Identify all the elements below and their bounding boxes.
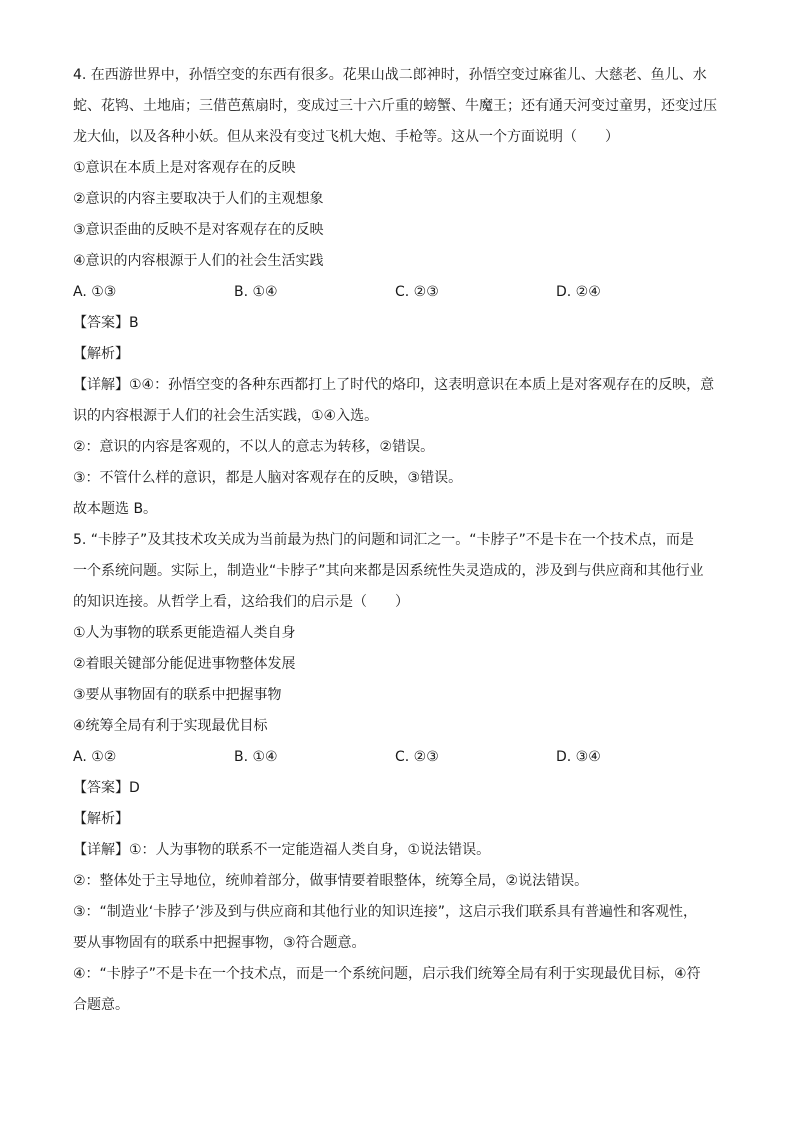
answer-line: 【答案】D xyxy=(73,780,140,796)
question-stem-line: 5. “卡脖子”及其技术攻关成为当前最为热门的问题和词汇之一。“卡脖子”不是卡在一个技术点，而是 xyxy=(73,532,694,548)
option-c: C. ②③ xyxy=(395,749,439,765)
statement-item: ③要从事物固有的联系中把握事物 xyxy=(73,687,282,703)
statement-item: ②着眼关键部分能促进事物整体发展 xyxy=(73,656,296,672)
answer-line: 【答案】B xyxy=(73,315,139,331)
analysis-heading: 【解析】 xyxy=(73,811,129,827)
question-stem-line: 4. 在西游世界中，孙悟空变的东西有很多。花果山战二郎神时，孙悟空变过麻雀儿、大慈老、鱼儿、水 xyxy=(73,67,707,83)
statement-item: ①意识在本质上是对客观存在的反映 xyxy=(73,160,296,176)
statement-item: ④意识的内容根源于人们的社会生活实践 xyxy=(73,253,324,269)
option-c: C. ②③ xyxy=(395,284,439,300)
question-4 xyxy=(73,60,733,525)
option-a: A. ①③ xyxy=(73,284,117,300)
detail-line: 要从事物固有的联系中把握事物，③符合题意。 xyxy=(73,935,366,951)
question-stem-line: 蛇、花鸨、土地庙；三借芭蕉扇时，变成过三十六斤重的螃蟹、牛魔王；还有通天河变过童男，还变过压 xyxy=(73,98,717,114)
detail-line: ④：“卡脖子”不是卡在一个技术点，而是一个系统问题，启示我们统筹全局有利于实现最优目标，④符 xyxy=(73,966,701,982)
option-d: D. ③④ xyxy=(556,749,601,765)
detail-line: 【详解】①：人为事物的联系不一定能造福人类自身，①说法错误。 xyxy=(73,842,491,858)
question-stem-line: 一个系统问题。实际上，制造业“卡脖子”其向来都是因系统性失灵造成的，涉及到与供应商和其他行业 xyxy=(73,563,704,579)
question-5 xyxy=(73,525,733,1021)
question-stem-line: 龙大仙，以及各种小妖。但从来没有变过飞机大炮、手枪等。这从一个方面说明（ ） xyxy=(73,129,619,145)
statement-item: ④统筹全局有利于实现最优目标 xyxy=(73,718,268,734)
option-d: D. ②④ xyxy=(556,284,601,300)
detail-line: ②：意识的内容是客观的，不以人的意志为转移，②错误。 xyxy=(73,439,435,455)
statement-item: ②意识的内容主要取决于人们的主观想象 xyxy=(73,191,324,207)
option-b: B. ①④ xyxy=(234,749,278,765)
question-stem-line: 的知识连接。从哲学上看，这给我们的启示是（ ） xyxy=(73,594,409,610)
document-content xyxy=(73,60,733,1021)
detail-line: ③：不管什么样的意识，都是人脑对客观存在的反映，③错误。 xyxy=(73,470,463,486)
detail-line: 识的内容根源于人们的社会生活实践，①④入选。 xyxy=(73,408,379,424)
detail-line: 合题意。 xyxy=(73,997,129,1013)
detail-line: 故本题选 B。 xyxy=(73,501,158,517)
detail-line: ②：整体处于主导地位，统帅着部分，做事情要着眼整体，统筹全局，②说法错误。 xyxy=(73,873,589,889)
answer-options xyxy=(73,742,733,773)
option-b: B. ①④ xyxy=(234,284,278,300)
answer-options xyxy=(73,277,733,308)
option-a: A. ①② xyxy=(73,749,117,765)
statement-item: ①人为事物的联系更能造福人类自身 xyxy=(73,625,296,641)
detail-line: ③：“制造业‘卡脖子’涉及到与供应商和其他行业的知识连接”，这启示我们联系具有普遍性和客观性， xyxy=(73,904,697,920)
analysis-heading: 【解析】 xyxy=(73,346,129,362)
detail-line: 【详解】①④：孙悟空变的各种东西都打上了时代的烙印，这表明意识在本质上是对客观存在的反映，意 xyxy=(73,377,715,393)
statement-item: ③意识歪曲的反映不是对客观存在的反映 xyxy=(73,222,324,238)
